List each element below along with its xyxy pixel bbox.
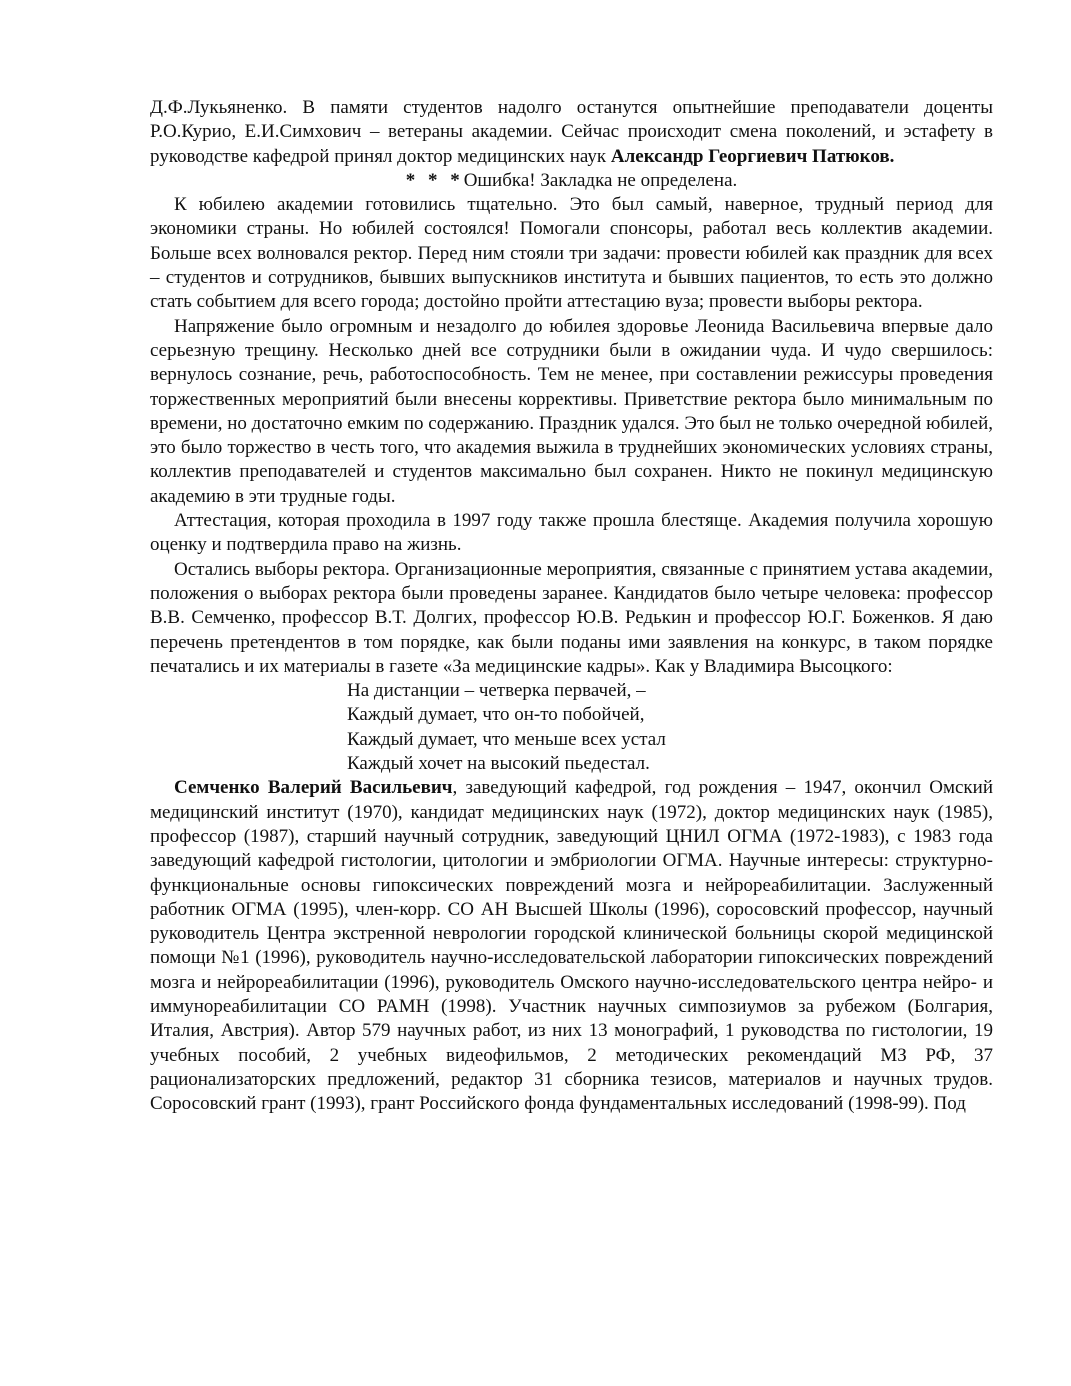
bookmark-error-text: Ошибка! Закладка не определена. (463, 169, 738, 191)
head-of-department-name: Александр Георгиевич Патюков. (610, 145, 895, 167)
verse-line: Каждый думает, что меньше всех устал (347, 728, 666, 750)
candidate-name: Семченко Валерий Васильевич (174, 777, 453, 799)
paragraph-intro-text: Д.Ф.Лукьяненко. В памяти студентов надолго останутся опытнейшие преподаватели доценты Р.О.Курио, Е.И.Симхович – ветераны академии. Сейчас происходит смена поколений, и эстафету в руководстве кафедрой принял доктор медицинских наук (150, 97, 993, 167)
document-page (150, 96, 993, 1116)
paragraph-attestation: Аттестация, которая проходила в 1997 году также прошла блестяще. Академия получила хорошую оценку и подтвердила право на жизнь. (150, 510, 993, 556)
candidate-biography: , заведующий кафедрой, год рождения – 1947, окончил Омский медицинский институт (1970), кандидат медицинских наук (1972), доктор медицинских наук (1985), профессор (1987), старший научный сотрудник, заведующий ЦНИЛ ОГМА (1972-1983), с 1983 года заведующий кафедрой гистологии, цитологии и эмбриологии ОГМА. Научные интересы: структурно-функциональные основы гипоксических повреждений мозга и нейрореабилитации. Заслуженный работник ОГМА (1995), член-корр. СО АН Высшей Школы (1996), соросовский профессор, научный руководитель Центра экстренной неврологии городской клинической больницы скорой медицинской помощи №1 (1996), руководитель научно-исследовательской лаборатории гипоксических повреждений мозга и нейрореабилитации (1996), руководитель Омского научно-исследовательского центра нейро- и иммунореабилитации СО РАМН (1998). Участник научных симпозиумов за рубежом (Болгария, Италия, Австрия). Автор 579 научных работ, из них 13 монографий, 1 руководства по гистологии, 19 учебных пособий, 2 учебных видеофильмов, 2 методических рекомендаций МЗ РФ, 37 рационализаторских предложений, редактор 31 сборника тезисов, материалов и научных трудов. Соросовский грант (1993), грант Российского фонда фундаментальных исследований (1998-99). Под (150, 777, 993, 1115)
paragraph-intro (150, 96, 993, 169)
verse-line: Каждый хочет на высокий пьедестал. (347, 753, 650, 775)
paragraph-jubilee-preparation: К юбилею академии готовились тщательно. Это был самый, наверное, трудный период для экономики страны. Но юбилей состоялся! Помогали спонсоры, работал весь коллектив академии. Больше всех волновался ректор. Перед ним стояли три задачи: провести юбилей как праздник для всех – студентов и сотрудников, бывших выпускников института и бывших пациентов, то есть это должно стать событием для всего города; достойно пройти аттестацию вуза; провести выборы ректора. (150, 194, 993, 313)
vysotsky-verse (347, 679, 993, 776)
paragraph-candidate-semchenko (150, 776, 993, 1116)
section-separator (150, 169, 993, 193)
paragraph-rector-health: Напряжение было огромным и незадолго до юбилея здоровье Леонида Васильевича впервые дало серьезную трещину. Несколько дней все сотрудники были в ожидании чуда. И чудо свершилось: вернулось сознание, речь, работоспособность. Тем не менее, при составлении режиссуры проведения торжественных мероприятий были внесены коррективы. Приветствие ректора было минимальным по времени, но достаточно емким по содержанию. Праздник удался. Это был не только очередной юбилей, это было торжество в честь того, что академия выжила в труднейших экономических условиях страны, коллектив преподавателей и студентов максимально был сохранен. Никто не покинул медицинскую академию в эти трудные годы. (150, 315, 993, 507)
verse-line: На дистанции – четверка первачей, – (347, 680, 646, 702)
verse-line: Каждый думает, что он-то побойчей, (347, 704, 645, 726)
separator-stars: * * * (405, 169, 464, 191)
paragraph-rector-elections: Остались выборы ректора. Организационные мероприятия, связанные с принятием устава академии, положения о выборах ректора были проведены заранее. Кандидатов было четыре человека: профессор В.В. Семченко, профессор В.Т. Долгих, профессор Ю.В. Редькин и профессор Ю.Г. Боженков. Я даю перечень претендентов в том порядке, как были поданы ими заявления на конкурс, в таком порядке печатались и их материалы в газете «За медицинские кадры». Как у Владимира Высоцкого: (150, 558, 993, 677)
